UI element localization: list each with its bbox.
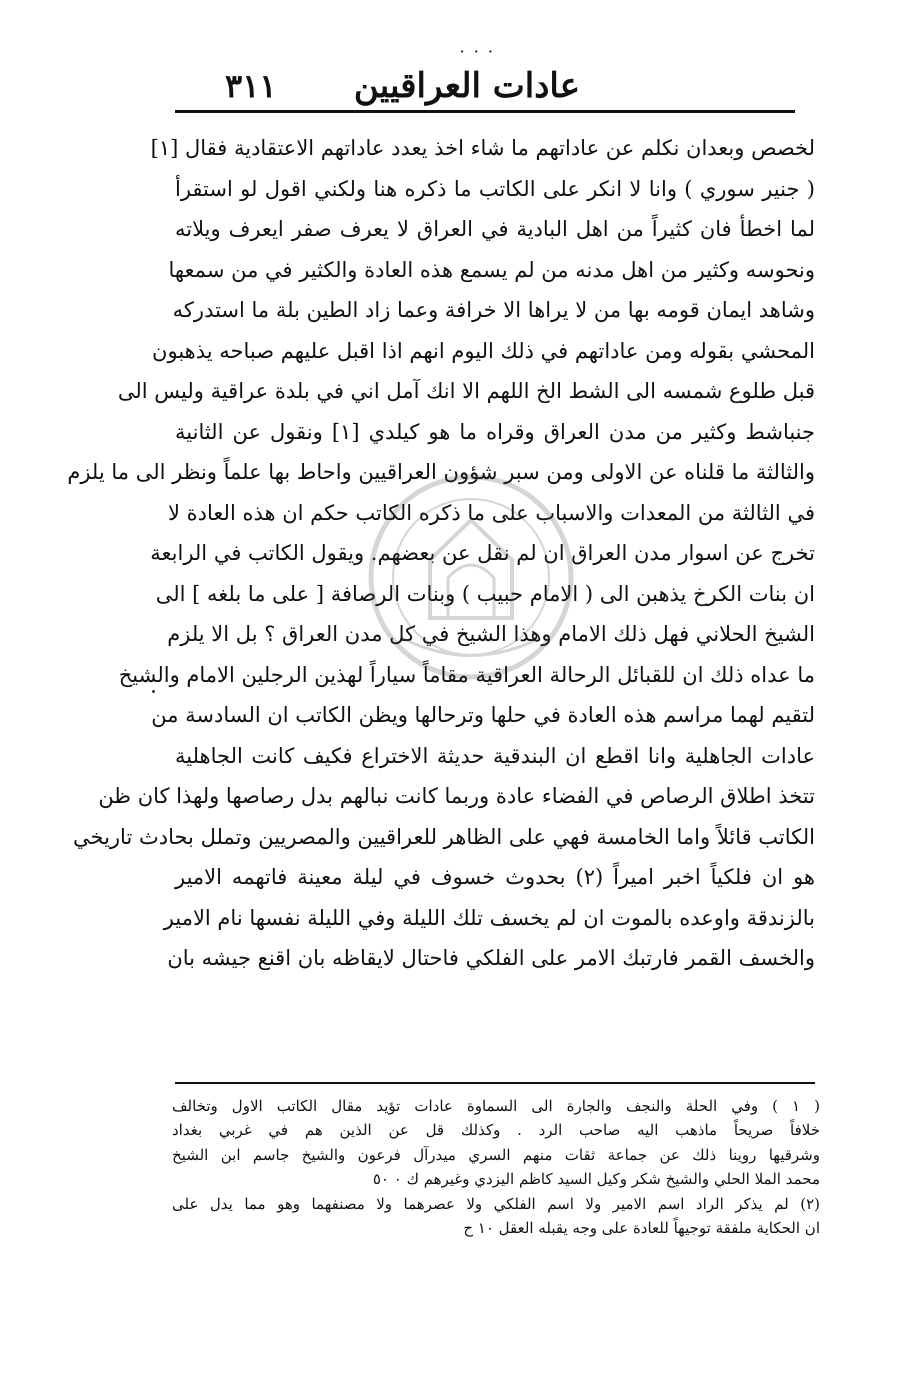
footnote-line: محمد الملا الحلي والشيخ شكر وكيل السيد كاظم اليزدي وغيرهم ك ٠ ٥٠ (372, 1170, 820, 1189)
footnote-separator (175, 1082, 815, 1084)
main-text (67, 128, 816, 979)
text-line: الشيخ الحلاني فهل ذلك الامام وهذا الشيخ في كل مدن العراق ؟ بل الا يلزم (167, 622, 815, 646)
text-line: هو ان فلكياً اخبر اميراً (٢) بحدوث خسوف في ليلة معينة فاتهمه الامير (175, 865, 816, 889)
text-line: لتقيم لهما مراسم هذه العادة في حلها وترحالها ويظن الكاتب ان السادسة من (151, 703, 815, 727)
header-ornament: · · · (459, 42, 495, 61)
text-line: وشاهد ايمان قومه بها من لا يراها الا خرافة وعما زاد الطين بلة ما استدركه (172, 298, 815, 322)
footnotes (172, 1094, 820, 1240)
text-line: لخصص وبعدان نكلم عن عاداتهم ما شاء اخذ يعدد عاداتهم الاعتقادية فقال [١] (150, 136, 815, 160)
text-line: في الثالثة من المعدات والاسباب على ما ذكره الكاتب حكم ان هذه العادة لا (168, 500, 815, 525)
running-title: عادات العراقيين (353, 66, 580, 106)
text-line: بالزندقة واوعده بالموت ان لم يخسف تلك الليلة وفي الليلة نفسها نام الامير (163, 905, 815, 930)
footnote-line: خلافاً صريحاً ماذهب اليه صاحب الرد . وكذلك قل عن الذين هم في غربي بغداد (172, 1121, 820, 1140)
text-line: قبل طلوع شمسه الى الشط الخ اللهم الا انك آمل اني في بلدة عراقية وليس الى (117, 379, 815, 403)
margin-speck (152, 690, 155, 693)
footnote-line: (٢) لم يذكر الراد اسم الامير ولا اسم الفلكي ولا عصرهما ولا مصنفهما وهو مما يدل على (172, 1194, 820, 1213)
text-line: ( جنير سوري ) وانا لا انكر على الكاتب ما ذكره هنا ولكني اقول لو استقرأ (175, 176, 815, 201)
footnote-line: ان الحكاية ملفقة توجيهاً للعادة على وجه يقبله العقل ١٠ ح (463, 1218, 820, 1237)
text-line: المحشي بقوله ومن عاداتهم في ذلك اليوم انهم اذا اقبل عليهم صباحه يذهبون (152, 338, 815, 363)
text-line: والثالثة ما قلناه عن الاولى ومن سبر شؤون العراقيين واحاط بها علماً ونظر الى ما يلزم (67, 460, 815, 484)
text-line: تتخذ اطلاق الرصاص في الفضاء عادة وربما كانت نبالهم بدل رصاصها ولهذا كان ظن (98, 784, 815, 808)
text-line: ونحوسه وكثير من اهل مدنه من لم يسمع هذه العادة والكثير في من سمعها (168, 257, 815, 282)
text-line: والخسف القمر فارتبك الامر على الفلكي فاحتال لايقاظه بان اقنع جيشه بان (167, 946, 815, 970)
footnote-line: ( ١ ) وفي الحلة والنجف والجارة الى السماوة عادات تؤيد مقال الكاتب الاول وتخالف (172, 1097, 820, 1115)
page-number: ٣١١ (225, 67, 277, 105)
text-line: الكاتب قائلاً واما الخامسة فهي على الظاهر للعراقيين والمصريين وتملل بحادث تاريخي (73, 824, 815, 849)
text-line: ما عداه ذلك ان للقبائل الرحالة العراقية مقاماً سياراً لهذين الرجلين الامام والشيخ (118, 662, 815, 687)
text-line: ان بنات الكرخ يذهبن الى ( الامام حبيب ) وبنات الرصافة [ على ما بلغه ] الى (155, 581, 815, 606)
page-header (175, 42, 795, 113)
text-line: جنباشط وكثير من مدن العراق وقراه ما هو كيلدي [١] ونقول عن الثانية (175, 419, 815, 444)
footnote-line: وشرقيها روينا ذلك عن جماعة ثقات منهم السري ميدرآل فرعون والشيخ جاسم ابن الشيخ (172, 1145, 820, 1164)
text-line: عادات الجاهلية وانا اقطع ان البندقية حديثة الاختراع فكيف كانت الجاهلية (175, 743, 815, 768)
text-line: تخرج عن اسوار مدن العراق ان لم نقل عن بعضهم. ويقول الكاتب في الرابعة (150, 541, 815, 565)
text-line: لما اخطأ فان كثيراً من اهل البادية في العراق لا يعرف صفر ايعرف ويلاته (175, 217, 815, 241)
